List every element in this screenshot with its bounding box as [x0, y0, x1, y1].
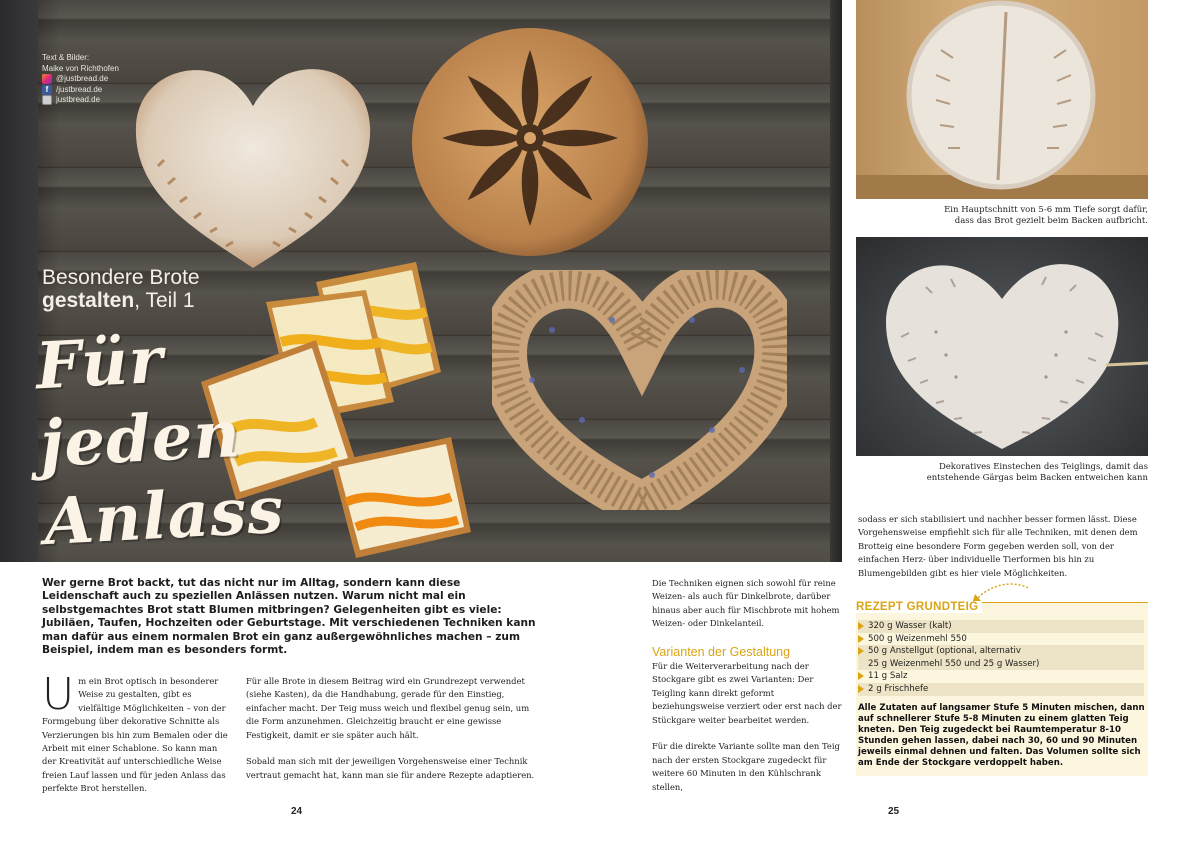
caption-scored-line2: dass das Brot gezielt beim Backen aufbricht. [954, 216, 1148, 226]
website-text: justbread.de [56, 95, 101, 104]
column-3-paragraph-2: Für die Weiterverarbeitung nach der Stockgare gibt es zwei Varianten: Der Teigling kann direkt geformt beziehungsweise verziert oder erst nach der Stückgare weiter bearbeitet werden. [652, 661, 842, 725]
article-title [34, 316, 286, 562]
column-2-paragraph-2: Sobald man sich mit der jeweiligen Vorgehensweise einer Technik vertraut gemacht hat, kann man sie für andere Rezepte adaptieren. [246, 756, 535, 780]
instagram-icon [42, 74, 52, 84]
monitor-icon [42, 95, 52, 105]
credits-label: Text & Bilder: [42, 53, 90, 62]
drop-cap: U [42, 669, 75, 720]
column-2-paragraph-1: Für alle Brote in diesem Beitrag wird ein Grundrezept verwendet (siehe Kasten), da die Handhabung, gerade für den Einstieg, einfacher macht. Der Teig muss weich und flexibel genug sein, um die Form anzunehmen. Gleichzeitig braucht er eine gewisse Festigkeit, damit er sie später auch hält. [246, 676, 530, 740]
lead-paragraph: Wer gerne Brot backt, tut das nicht nur im Alltag, sondern kann diese Leidenschaft auch zu speziellen Anlässen nutzen. Warum nicht mal ein selbstgemachtes Brot statt Blumen mitbringen? Gelegenheiten gibt es viele: Jubiläen, Taufen, Hochzeiten oder Geburtstage. Mit verschiedenen Techniken kann man dafür aus einem normalen Brot ein ganz außergewöhnliches machen – zum Beispiel, indem man es besonders formt. [42, 577, 536, 657]
heart-dough-photo [856, 237, 1148, 456]
bullet-triangle-icon [858, 685, 864, 693]
column-1-text: m ein Brot optisch in besonderer Weise zu gestalten, gibt es vielfältige Möglichkeiten – von der Formgebung über dekorative Schnitte als Verzierungen bis hin zum Bemalen oder die Arbeit mit einer Schablone. So kann man der Kreativität auf unterschiedliche Weise freien Lauf lassen und für jeden Anlass das perfekte Brot herstellen. [42, 676, 228, 794]
bullet-triangle-icon [858, 672, 864, 680]
photo-edge [0, 0, 38, 562]
caption-heart-line1: Dekoratives Einstechen des Teiglings, damit das [938, 462, 1148, 472]
recipe-method: Alle Zutaten auf langsamer Stufe 5 Minuten mischen, dann auf schnellerer Stufe 5-8 Minuten zu einem glatten Teig kneten. Den Teig zugedeckt bei Raumtemperatur 8-10 Stunden gehen lassen, dabei nach 30, 60 und 90 Minuten jeweils einmal dehnen und falten. Das Volumen sollte sich am Ende der Stockgare verdoppelt haben. [858, 703, 1145, 768]
kicker-bold: gestalten [42, 289, 135, 312]
scored-loaf-photo [856, 0, 1148, 199]
ingredient-item: 320 g Wasser (kalt) [858, 620, 1144, 633]
page-number-left: 24 [291, 806, 303, 817]
column-3-paragraph-3: Für die direkte Variante sollte man den Teig nach der ersten Stockgare zugedeckt für weitere 60 Minuten in den Kühlschrank stellen, [652, 741, 840, 792]
bullet-triangle-icon [858, 635, 864, 643]
column-2 [246, 675, 539, 796]
stencil-bread-image [410, 26, 650, 258]
column-3-paragraph-1: Die Techniken eignen sich sowohl für reine Weizen- als auch für Dinkelbrote, darüber hinaus aber auch für Mischbrote mit hohem Weizen- oder Dinkelanteil. [652, 578, 840, 629]
recipe-title: REZEPT GRUNDTEIG [856, 601, 982, 613]
bullet-triangle-icon [858, 622, 864, 630]
kicker-rest: , Teil 1 [134, 289, 195, 312]
title-line3: Anlass [42, 472, 286, 561]
recipe-box [856, 602, 1148, 776]
kicker-line1: Besondere Brote [42, 266, 200, 289]
flower-topped-heart-bread-image [492, 270, 787, 510]
column-4-paragraph-1: sodass er sich stabilisiert und nachher besser formen lässt. Diese Vorgehensweise empfiehlt sich für alle Techniken, mit denen dem Brotteig eine besondere Form gegeben werden soll, von der einfachen Herz- über individuelle Tierformen bis hin zu Blumengebilden gibt es hier viele Möglichkeiten. [858, 514, 1138, 578]
caption-heart [856, 462, 1148, 484]
title-line1: Für [34, 322, 166, 405]
column-1 [42, 669, 234, 809]
facebook-icon: f [42, 85, 52, 95]
caption-scored-line1: Ein Hauptschnitt von 5-6 mm Tiefe sorgt dafür, [944, 205, 1148, 215]
title-line2: jeden [38, 396, 243, 483]
caption-scored [856, 205, 1148, 227]
instagram-text: @justbread.de [56, 74, 109, 83]
photo-credits [42, 53, 119, 106]
ingredient-item: 11 g Salz [858, 670, 1144, 683]
ingredient-item: 500 g Weizenmehl 550 [858, 633, 1144, 646]
page-number-right: 25 [888, 806, 900, 817]
heart-bread-image [128, 56, 378, 271]
column-3 [652, 577, 842, 807]
instagram-handle[interactable] [42, 74, 119, 85]
section-heading: Varianten der Gestaltung [652, 645, 791, 660]
hero-photo [0, 0, 842, 562]
facebook-text: /justbread.de [56, 84, 103, 94]
website-link[interactable] [42, 95, 119, 106]
bullet-triangle-icon [858, 647, 864, 655]
photo-edge-right [830, 0, 842, 562]
credits-author: Maike von Richthofen [42, 63, 119, 73]
facebook-handle[interactable] [42, 85, 119, 96]
ingredient-list [858, 620, 1144, 696]
article-kicker [42, 266, 200, 312]
ingredient-item: 2 g Frischhefe [858, 683, 1144, 696]
ingredient-item: 50 g Anstellgut (optional, alternativ 25 g Weizenmehl 550 und 25 g Wasser) [858, 645, 1144, 670]
caption-heart-line2: entstehende Gärgas beim Backen entweichen kann [926, 473, 1148, 483]
